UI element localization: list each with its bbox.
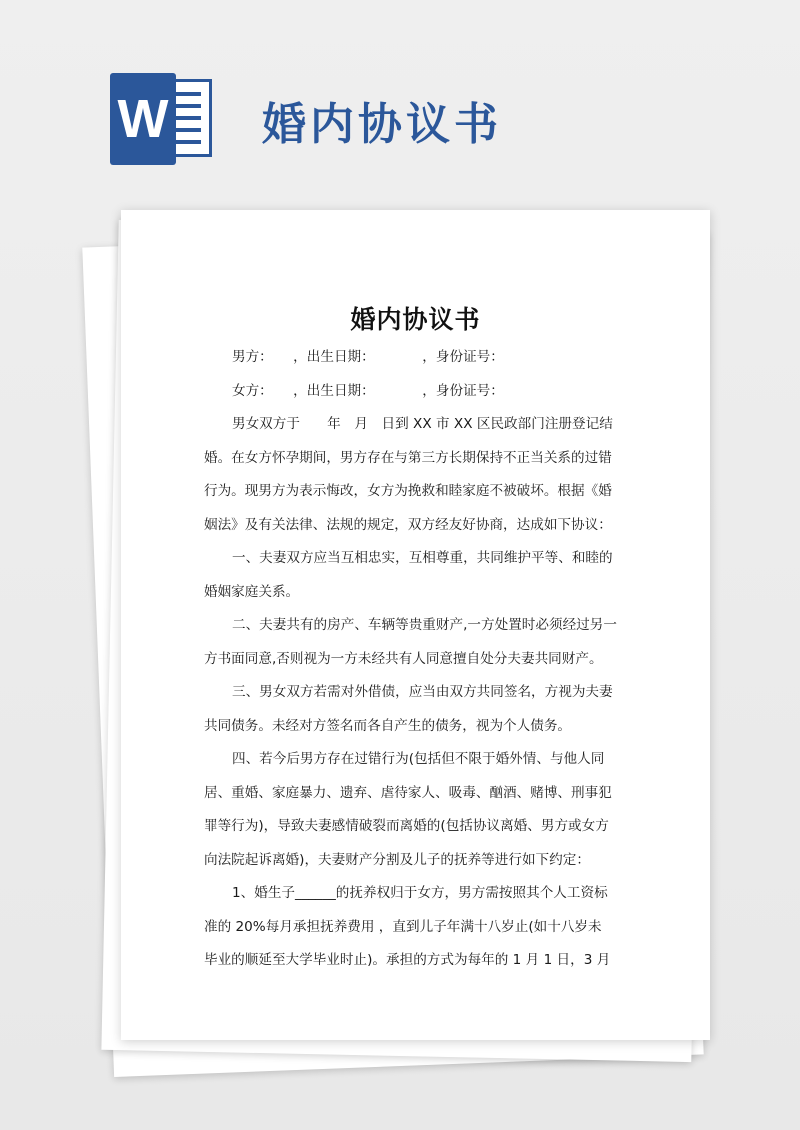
paragraph-line: 姻法》及有关法律、法规的规定，双方经友好协商，达成如下协议：: [204, 516, 612, 533]
paragraph-line: 罪等行为)，导致夫妻感情破裂而离婚的(包括协议离婚、男方或女方: [204, 818, 609, 834]
paragraph-line: 共同债务。未经对方签名而各自产生的债务，视为个人债务。: [204, 717, 572, 734]
document-page: [121, 210, 710, 1040]
party-line-male: 男方： ，出生日期： ，身份证号：: [232, 349, 504, 365]
word-letter-badge: W: [110, 73, 176, 165]
paragraph-line: 毕业的顺延至大学毕业时止)。承担的方式为每年的 1 月 1 日，3 月: [204, 952, 611, 968]
paragraph-line: 向法院起诉离婚)，夫妻财产分割及儿子的抚养等进行如下约定：: [204, 851, 590, 868]
document-title: 婚内协议书: [350, 305, 481, 334]
paragraph-line: 男女双方于 年 月 日到 XX 市 XX 区民政部门注册登记结: [232, 416, 613, 432]
paragraph-line: 方书面同意,否则视为一方未经共有人同意擅自处分夫妻共同财产。: [204, 650, 603, 667]
word-icon: [110, 73, 214, 165]
paragraph-line: 1、婚生子______的抚养权归于女方，男方需按照其个人工资标: [232, 885, 608, 901]
paragraph-line: 三、男女双方若需对外借债，应当由双方共同签名，方视为夫妻: [232, 684, 613, 700]
paragraph-line: 婚。在女方怀孕期间，男方存在与第三方长期保持不正当关系的过错: [204, 449, 612, 466]
paragraph-line: 一、夫妻双方应当互相忠实，互相尊重，共同维护平等、和睦的: [232, 550, 613, 566]
party-line-female: 女方： ，出生日期： ，身份证号：: [232, 382, 504, 399]
paragraph-line: 行为。现男方为表示悔改，女方为挽救和睦家庭不被破坏。根据《婚: [204, 483, 612, 499]
paragraph-line: 四、若今后男方存在过错行为(包括但不限于婚外情、与他人同: [232, 751, 605, 767]
paragraph-line: 准的 20%每月承担抚养费用 ，直到儿子年满十八岁止(如十八岁未: [204, 918, 602, 935]
header-title: 婚内协议书: [262, 99, 502, 150]
paragraph-line: 婚姻家庭关系。: [204, 583, 300, 600]
paragraph-line: 居、重婚、家庭暴力、遗弃、虐待家人、吸毒、酗酒、赌博、刑事犯: [204, 784, 612, 801]
paragraph-line: 二、夫妻共有的房产、车辆等贵重财产,一方处置时必须经过另一: [232, 617, 617, 633]
document-body: [204, 341, 617, 978]
